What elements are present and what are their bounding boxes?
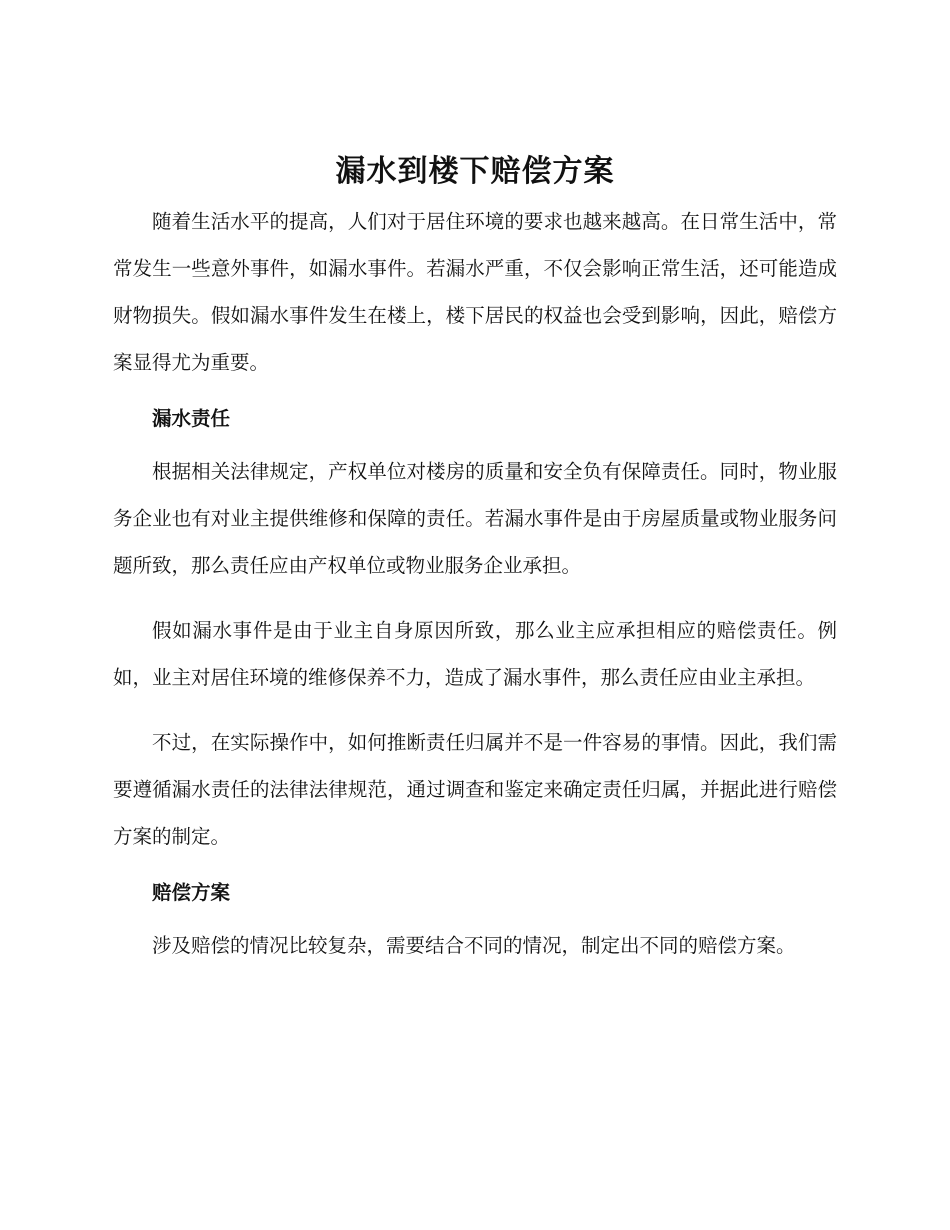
section-heading-compensation: 赔偿方案 (152, 881, 231, 904)
liability-paragraph-3: 不过，在实际操作中，如何推断责任归属并不是一件容易的事情。因此，我们需要遵循漏水责任的法律法律规范，通过调查和鉴定来确定责任归属，并据此进行赔偿方案的制定。 (113, 731, 837, 848)
document-page (113, 150, 837, 987)
section-heading-liability: 漏水责任 (152, 407, 231, 430)
liability-paragraph-1: 根据相关法律规定，产权单位对楼房的质量和安全负有保障责任。同时，物业服务企业也有对业主提供维修和保障的责任。若漏水事件是由于房屋质量或物业服务问题所致，那么责任应由产权单位或物业服务企业承担。 (113, 460, 837, 577)
intro-paragraph: 随着生活水平的提高，人们对于居住环境的要求也越来越高。在日常生活中，常常发生一些意外事件，如漏水事件。若漏水严重，不仅会影响正常生活，还可能造成财物损失。假如漏水事件发生在楼上，楼下居民的权益也会受到影响，因此，赔偿方案显得尤为重要。 (113, 210, 837, 374)
liability-paragraph-2: 假如漏水事件是由于业主自身原因所致，那么业主应承担相应的赔偿责任。例如，业主对居住环境的维修保养不力，造成了漏水事件，那么责任应由业主承担。 (113, 619, 837, 689)
document-title: 漏水到楼下赔偿方案 (335, 154, 615, 189)
compensation-paragraph-1: 涉及赔偿的情况比较复杂，需要结合不同的情况，制定出不同的赔偿方案。 (152, 934, 796, 957)
